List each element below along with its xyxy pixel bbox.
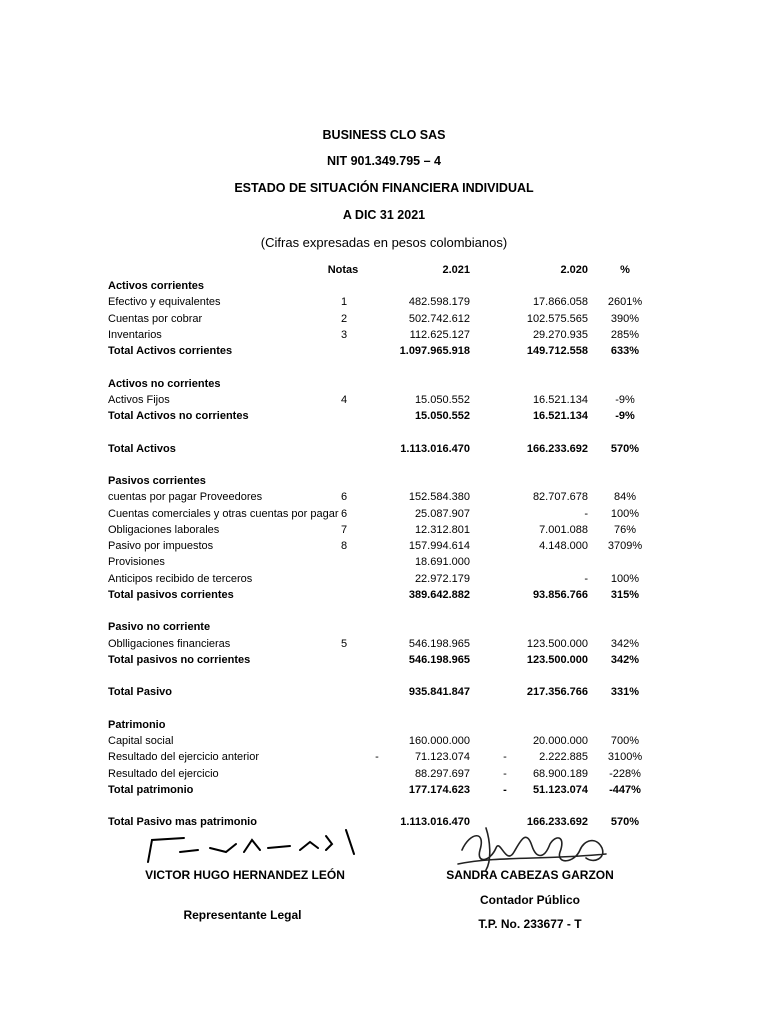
row-value-2020: 20.000.000 xyxy=(532,735,588,747)
company-nit: NIT 901.349.795 – 4 xyxy=(327,154,441,168)
row-sign-2021: - xyxy=(375,751,379,763)
row-percent: 2601% xyxy=(607,296,643,308)
row-value-2020: - xyxy=(584,573,588,585)
row-value-2021: 1.097.965.918 xyxy=(399,345,470,357)
row-label: Total patrimonio xyxy=(108,784,194,796)
row-label: Total pasivos no corrientes xyxy=(108,654,251,666)
row-value-2020: 217.356.766 xyxy=(526,686,588,698)
row-sign-2020: - xyxy=(503,784,507,796)
row-value-2021: 160.000.000 xyxy=(408,735,470,747)
row-percent: 331% xyxy=(610,686,640,698)
row-value-2020: 123.500.000 xyxy=(526,654,588,666)
row-value-2021: 112.625.127 xyxy=(409,329,470,341)
row-value-2020: 51.123.074 xyxy=(532,784,588,796)
row-percent: 3709% xyxy=(607,540,643,552)
row-sign-2020: - xyxy=(503,751,507,763)
row-sign-2020: - xyxy=(503,768,507,780)
row-value-2020: 16.521.134 xyxy=(532,394,588,406)
row-value-2020: 102.575.565 xyxy=(526,313,588,325)
row-value-2020: 166.233.692 xyxy=(526,816,588,828)
row-percent: 390% xyxy=(610,313,640,325)
signer-left-name: VICTOR HUGO HERNANDEZ LEÓN xyxy=(145,868,345,882)
row-percent: 570% xyxy=(610,443,640,455)
row-percent: -9% xyxy=(615,394,635,406)
row-value-2021: 88.297.697 xyxy=(414,768,470,780)
row-label: Resultado del ejercicio anterior xyxy=(108,751,260,763)
row-nota: 2 xyxy=(340,313,348,325)
row-value-2020: - xyxy=(584,508,588,520)
row-label: Activos Fijos xyxy=(108,394,170,406)
statement-date: A DIC 31 2021 xyxy=(342,208,426,222)
row-value-2021: 18.691.000 xyxy=(414,556,470,568)
row-label: Obligaciones laborales xyxy=(108,524,220,536)
row-percent: -228% xyxy=(609,768,641,780)
row-value-2021: 22.972.179 xyxy=(414,573,470,585)
row-value-2021: 935.841.847 xyxy=(408,686,470,698)
row-value-2021: 389.642.882 xyxy=(408,589,470,601)
row-percent: 76% xyxy=(613,524,637,536)
row-percent: 3100% xyxy=(607,751,643,763)
row-percent: 570% xyxy=(610,816,640,828)
row-label: Pasivo por impuestos xyxy=(108,540,214,552)
row-value-2020: 149.712.558 xyxy=(526,345,588,357)
col-2021: 2.021 xyxy=(442,264,470,276)
row-value-2021: 152.584.380 xyxy=(408,491,470,503)
row-value-2020: 2.222.885 xyxy=(539,751,588,763)
row-label: Activos corrientes xyxy=(108,280,204,292)
row-percent: -447% xyxy=(609,784,641,796)
row-value-2020: 29.270.935 xyxy=(532,329,588,341)
row-percent: 84% xyxy=(613,491,637,503)
row-label: Anticipos recibido de terceros xyxy=(108,573,253,585)
row-percent: 285% xyxy=(610,329,640,341)
statement-title: ESTADO DE SITUACIÓN FINANCIERA INDIVIDUAL xyxy=(234,181,534,195)
signer-left-role: Representante Legal xyxy=(183,908,302,922)
row-percent: 100% xyxy=(610,508,640,520)
row-label: Oblligaciones financieras xyxy=(108,638,231,650)
row-value-2021: 177.174.623 xyxy=(408,784,470,796)
row-value-2021: 1.113.016.470 xyxy=(400,443,470,455)
row-label: Cuentas por cobrar xyxy=(108,313,203,325)
row-label: Provisiones xyxy=(108,556,165,568)
signer-right-role: Contador Público xyxy=(480,893,580,907)
row-percent: 100% xyxy=(610,573,640,585)
col-2020: 2.020 xyxy=(560,264,588,276)
row-percent: -9% xyxy=(615,410,635,422)
row-nota: 5 xyxy=(340,638,348,650)
row-value-2020: 16.521.134 xyxy=(532,410,588,422)
row-value-2020: 93.856.766 xyxy=(532,589,588,601)
row-value-2020: 166.233.692 xyxy=(526,443,588,455)
signature-scribble-left xyxy=(140,826,360,870)
row-value-2021: 12.312.801 xyxy=(414,524,470,536)
row-label: Total Activos xyxy=(108,443,176,455)
row-value-2021: 1.113.016.470 xyxy=(400,816,470,828)
col-notas: Notas xyxy=(327,264,359,276)
row-percent: 342% xyxy=(610,638,640,650)
row-percent: 315% xyxy=(610,589,640,601)
row-value-2021: 15.050.552 xyxy=(414,394,470,406)
row-label: Patrimonio xyxy=(108,719,166,731)
col-pct: % xyxy=(620,264,630,276)
row-nota: 7 xyxy=(340,524,348,536)
row-value-2020: 68.900.189 xyxy=(532,768,588,780)
row-label: Pasivo no corriente xyxy=(108,621,211,633)
row-label: Resultado del ejercicio xyxy=(108,768,219,780)
row-label: Total Pasivo mas patrimonio xyxy=(108,816,257,828)
row-label: Total Activos no corrientes xyxy=(108,410,249,422)
statement-subtitle: (Cifras expresadas en pesos colombianos) xyxy=(260,235,508,250)
row-label: Total pasivos corrientes xyxy=(108,589,234,601)
row-label: Efectivo y equivalentes xyxy=(108,296,221,308)
row-nota: 3 xyxy=(340,329,348,341)
row-nota: 6 xyxy=(340,508,348,520)
row-value-2020: 7.001.088 xyxy=(539,524,588,536)
row-value-2021: 482.598.179 xyxy=(408,296,470,308)
company-name: BUSINESS CLO SAS xyxy=(322,128,446,142)
row-value-2020: 123.500.000 xyxy=(526,638,588,650)
row-label: cuentas por pagar Proveedores xyxy=(108,491,263,503)
row-value-2021: 25.087.907 xyxy=(414,508,470,520)
row-label: Capital social xyxy=(108,735,174,747)
row-label: Inventarios xyxy=(108,329,162,341)
row-label: Total Pasivo xyxy=(108,686,172,698)
row-percent: 633% xyxy=(610,345,640,357)
row-label: Total Activos corrientes xyxy=(108,345,233,357)
row-nota: 1 xyxy=(340,296,348,308)
row-label: Pasivos corrientes xyxy=(108,475,206,487)
row-value-2020: 82.707.678 xyxy=(532,491,588,503)
row-percent: 700% xyxy=(610,735,640,747)
row-value-2020: 17.866.058 xyxy=(532,296,588,308)
row-percent: 342% xyxy=(610,654,640,666)
signer-right-name: SANDRA CABEZAS GARZON xyxy=(446,868,614,882)
row-nota: 8 xyxy=(340,540,348,552)
row-value-2021: 546.198.965 xyxy=(408,638,470,650)
row-value-2021: 71.123.074 xyxy=(414,751,470,763)
row-value-2021: 15.050.552 xyxy=(414,410,470,422)
row-value-2021: 546.198.965 xyxy=(408,654,470,666)
row-nota: 4 xyxy=(340,394,348,406)
signer-right-tp: T.P. No. 233677 - T xyxy=(478,917,582,931)
row-value-2020: 4.148.000 xyxy=(539,540,588,552)
row-nota: 6 xyxy=(340,491,348,503)
row-label: Activos no corrientes xyxy=(108,378,221,390)
row-value-2021: 157.994.614 xyxy=(408,540,470,552)
row-label: Cuentas comerciales y otras cuentas por pagar xyxy=(108,508,339,520)
row-value-2021: 502.742.612 xyxy=(408,313,470,325)
